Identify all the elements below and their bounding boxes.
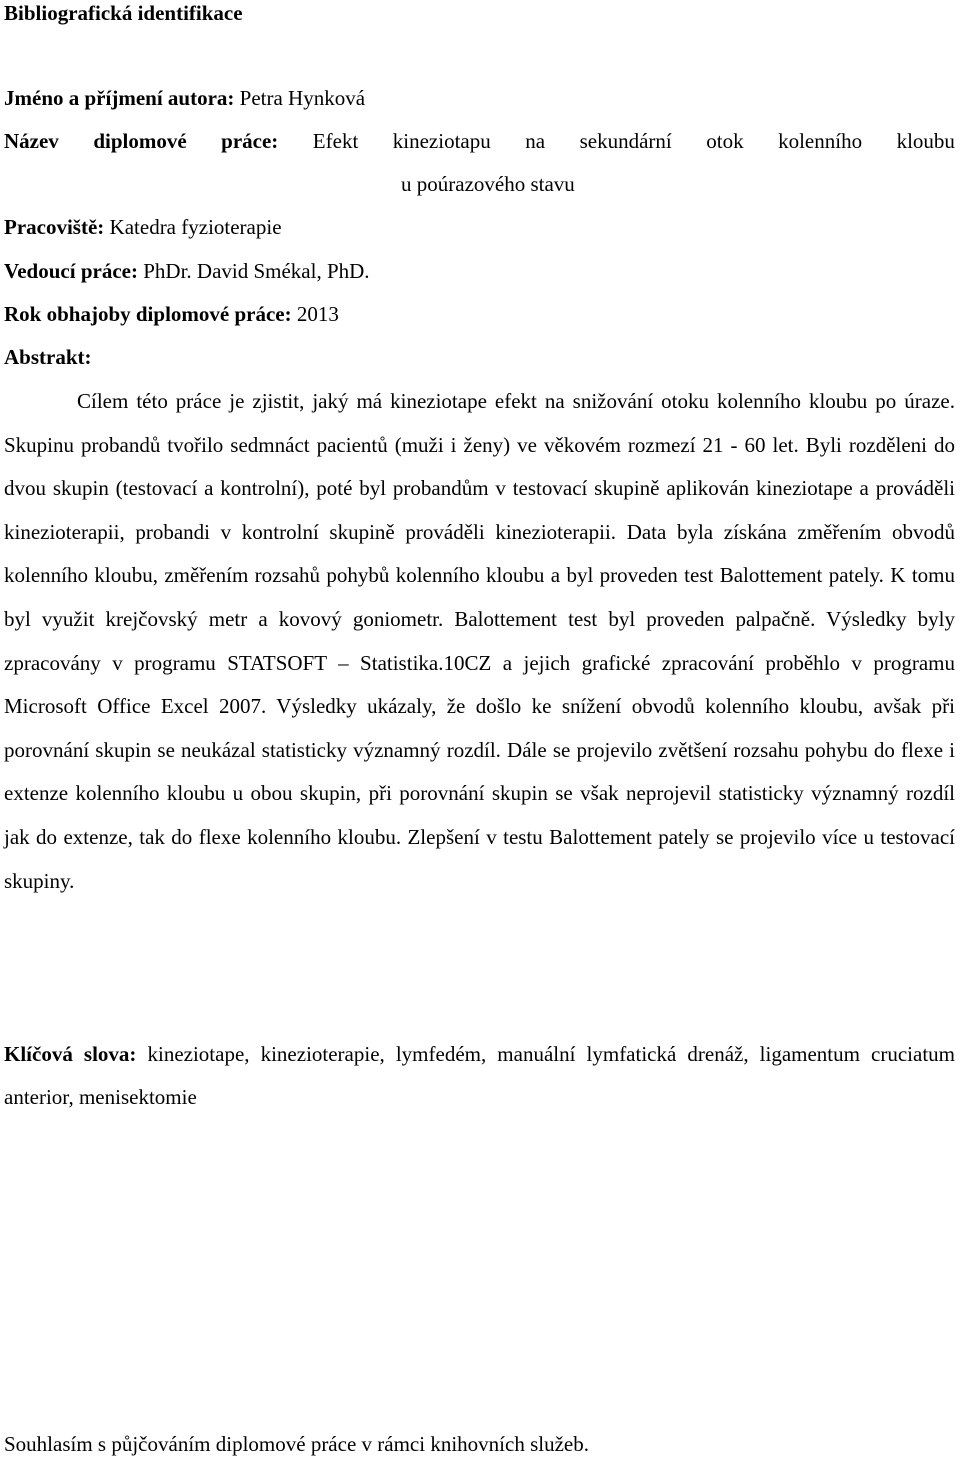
thesis-title-value-word: sekundární [579, 129, 672, 153]
defense-year-label: Rok obhajoby diplomové práce: [4, 302, 292, 326]
thesis-title-label-word: práce: [221, 129, 279, 153]
thesis-title-value-word: otok [706, 129, 744, 153]
thesis-title-label-word: diplomové [93, 129, 187, 153]
thesis-title-value-word: na [525, 129, 546, 153]
consent-statement: Souhlasím s půjčováním diplomové práce v rámci knihovních služeb. [4, 1432, 589, 1456]
supervisor-label: Vedoucí práce: [4, 259, 138, 283]
workplace-value: Katedra fyzioterapie [109, 215, 282, 239]
keywords-label: Klíčová slova: [4, 1042, 137, 1066]
thesis-title-value-word: kolenního [778, 129, 863, 153]
defense-year-value: 2013 [296, 302, 339, 326]
supervisor-row [4, 258, 370, 284]
author-label: Jméno a příjmení autora: [4, 86, 235, 110]
thesis-title-value-word: kineziotapu [392, 129, 491, 153]
defense-year-row [4, 301, 339, 327]
abstract-text: Cílem této práce je zjistit, jaký má kineziotape efekt na snižování otoku kolenního kloubu po úraze. Skupinu probandů tvořilo sedmnáct pacientů (muži i ženy) ve věkovém rozmezí 21 - 60 let. Byli rozděleni do dvou skupin (testovací a kontrolní), poté byl probandům v testovací skupině aplikován kineziotape a prováděli kinezioterapii, probandi v kontrolní skupině prováděli kinezioterapii. Data byla získána změřením obvodů kolenního kloubu, změřením rozsahů pohybů kolenního kloubu a byl proveden test Balottement pately. K tomu byl využit krejčovský metr a kovový goniometr. Balottement test byl proveden palpačně. Výsledky byly zpracovány v programu STATSOFT – Statistika.10CZ a jejich grafické zpracování proběhlo v programu Microsoft Office Excel 2007. Výsledky ukázaly, že došlo ke snížení obvodů kolenního kloubu, avšak při porovnání skupin se neukázal statisticky významný rozdíl. Dále se projevilo zvětšení rozsahu pohybu do flexe i extenze kolenního kloubu u obou skupin, při porovnání skupin se však neprojevil statisticky významný rozdíl jak do extenze, tak do flexe kolenního kloubu. Zlepšení v testu Balottement pately se projevilo více u testovací skupiny. [4, 389, 955, 893]
keywords-value: kineziotape, kinezioterapie, lymfedém, manuální lymfatická drenáž, ligamentum cruciatum anterior, menisektomie [4, 1042, 956, 1109]
page-heading: Bibliografická identifikace [4, 1, 243, 25]
thesis-title-value-word: Efekt [312, 129, 359, 153]
thesis-title-continuation: u poúrazového stavu [401, 172, 575, 196]
keywords-block [4, 1033, 955, 1119]
author-row [4, 85, 365, 111]
abstract-label: Abstrakt: [4, 345, 92, 369]
thesis-title-value-word: kloubu [896, 129, 955, 153]
thesis-title-row [4, 128, 955, 154]
supervisor-value: PhDr. David Smékal, PhD. [143, 259, 370, 283]
workplace-row [4, 214, 282, 240]
author-value: Petra Hynková [239, 86, 366, 110]
thesis-title-label-word: Název [4, 129, 59, 153]
workplace-label: Pracoviště: [4, 215, 105, 239]
